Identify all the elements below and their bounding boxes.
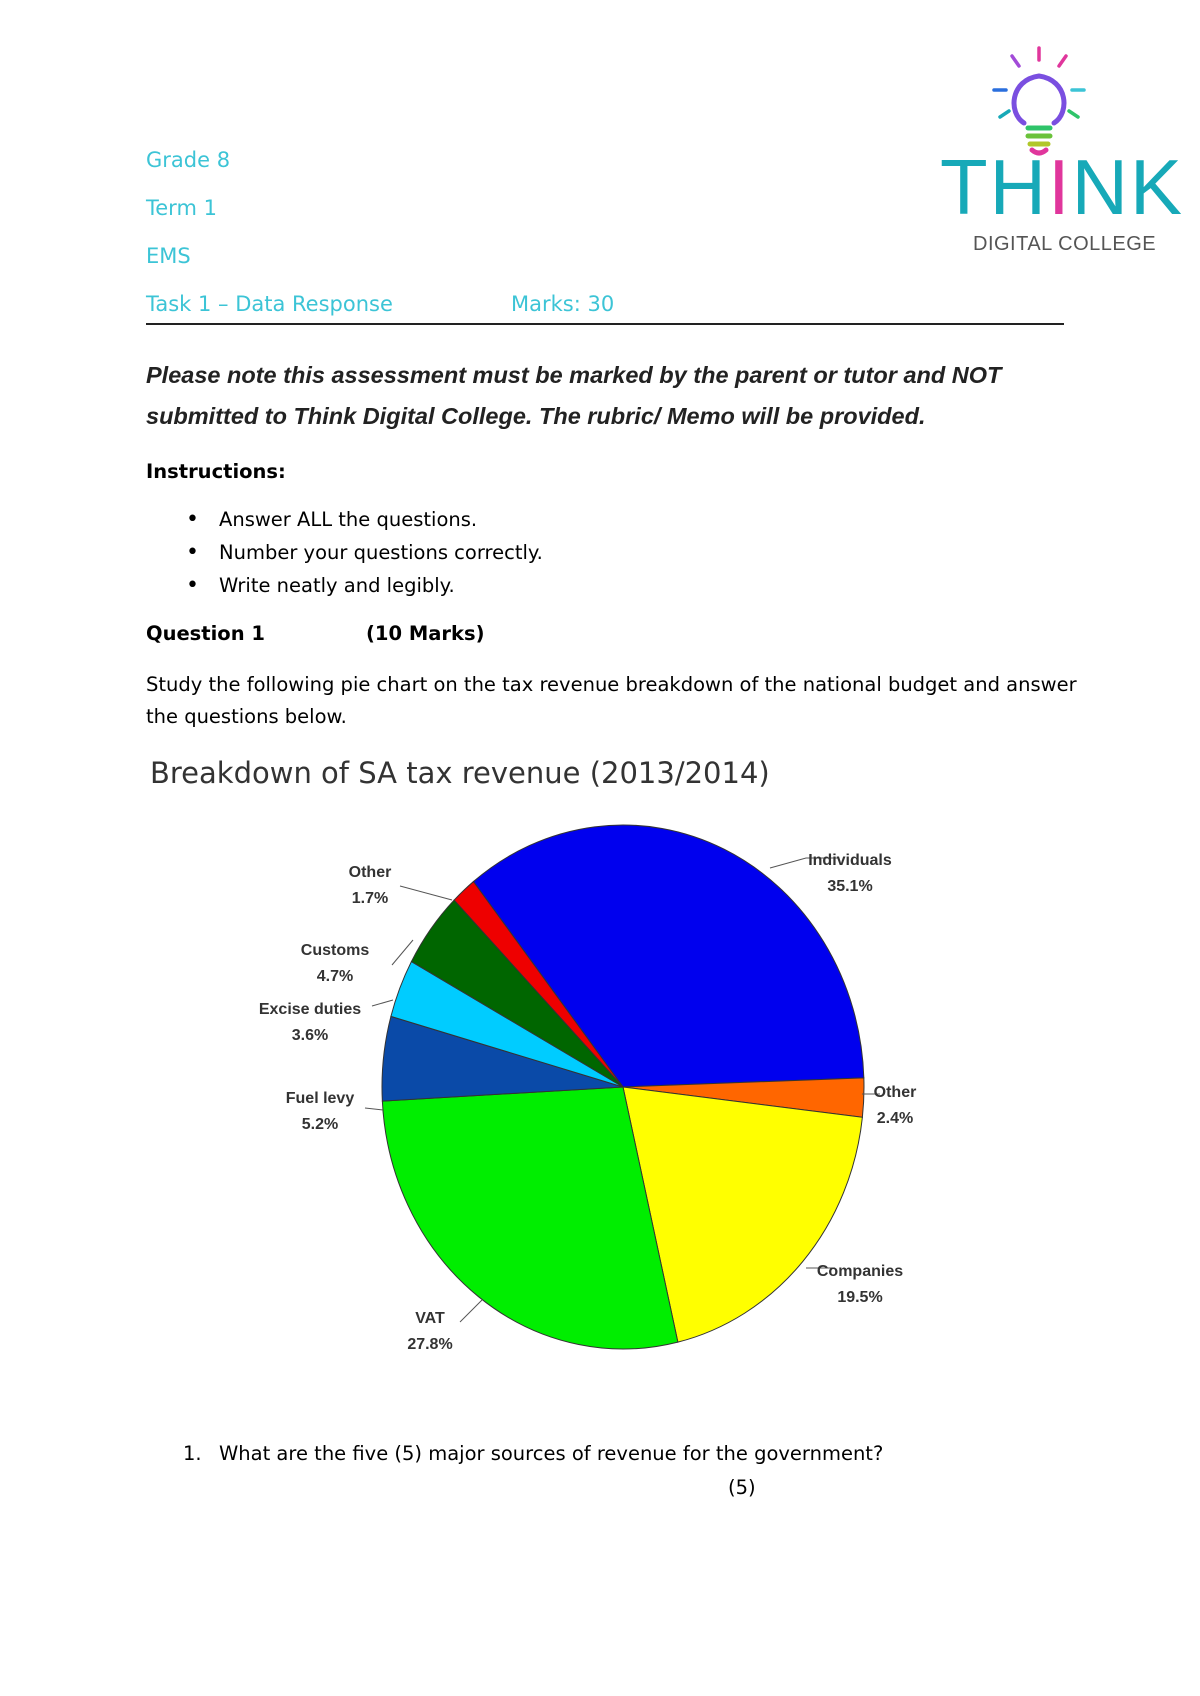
header-grade: Grade 8 — [146, 148, 231, 172]
slice-leader-line — [392, 940, 413, 965]
sub-question-number: 1. — [183, 1442, 202, 1465]
slice-label: Individuals — [808, 852, 892, 869]
slice-leader-line — [372, 1000, 393, 1006]
slice-value-label: 2.4% — [876, 1110, 914, 1127]
slice-value-label: 35.1% — [827, 878, 873, 895]
logo-word-i: I — [1047, 143, 1072, 231]
slice-label: VAT — [415, 1310, 445, 1327]
question-intro: Study the following pie chart on the tax revenue breakdown of the national budget and answer the questions below. — [146, 673, 1077, 728]
slice-value-label: 3.6% — [291, 1027, 329, 1044]
sub-question-text: What are the five (5) major sources of revenue for the government? — [219, 1442, 884, 1465]
slice-label: Other — [348, 864, 392, 881]
instructions-title: Instructions: — [146, 460, 286, 483]
slice-label: Companies — [816, 1263, 904, 1280]
slice-leader-line — [460, 1300, 482, 1322]
bullet-icon: • — [186, 507, 199, 532]
slice-leader-line — [365, 1108, 383, 1110]
slice-value-label: 4.7% — [316, 968, 354, 985]
sub-question-marks: (5) — [728, 1476, 756, 1499]
slice-label: Customs — [300, 942, 370, 959]
bullet-icon: • — [186, 540, 199, 565]
logo-subtitle: DIGITAL COLLEGE — [973, 233, 1157, 255]
slice-value-label: 19.5% — [837, 1289, 883, 1306]
header-task: Task 1 – Data Response — [146, 292, 393, 316]
logo-word-left: TH — [940, 143, 1048, 231]
header-marks: Marks: 30 — [511, 292, 615, 316]
instruction-text: Number your questions correctly. — [219, 541, 543, 564]
bullet-icon: • — [186, 573, 199, 598]
header-subject: EMS — [146, 244, 191, 268]
instruction-text: Answer ALL the questions. — [219, 508, 478, 531]
slice-value-label: 1.7% — [351, 890, 389, 907]
question-marks: (10 Marks) — [366, 622, 485, 645]
assessment-note: Please note this assessment must be marked by the parent or tutor and NOT submitted to Think Digital College. The rubric/ Memo will be provided. — [146, 362, 1002, 429]
logo-word-right: NK — [1071, 143, 1185, 231]
slice-leader-line — [400, 886, 452, 900]
header-term: Term 1 — [146, 196, 217, 220]
slice-label: Fuel levy — [285, 1090, 355, 1107]
slice-value-label: 5.2% — [301, 1116, 339, 1133]
slice-label: Excise duties — [258, 1001, 362, 1018]
question-title: Question 1 — [146, 622, 265, 645]
instruction-text: Write neatly and legibly. — [219, 574, 455, 597]
slice-value-label: 27.8% — [407, 1336, 453, 1353]
slice-label: Other — [873, 1084, 917, 1101]
chart-title: Breakdown of SA tax revenue (2013/2014) — [150, 756, 770, 790]
